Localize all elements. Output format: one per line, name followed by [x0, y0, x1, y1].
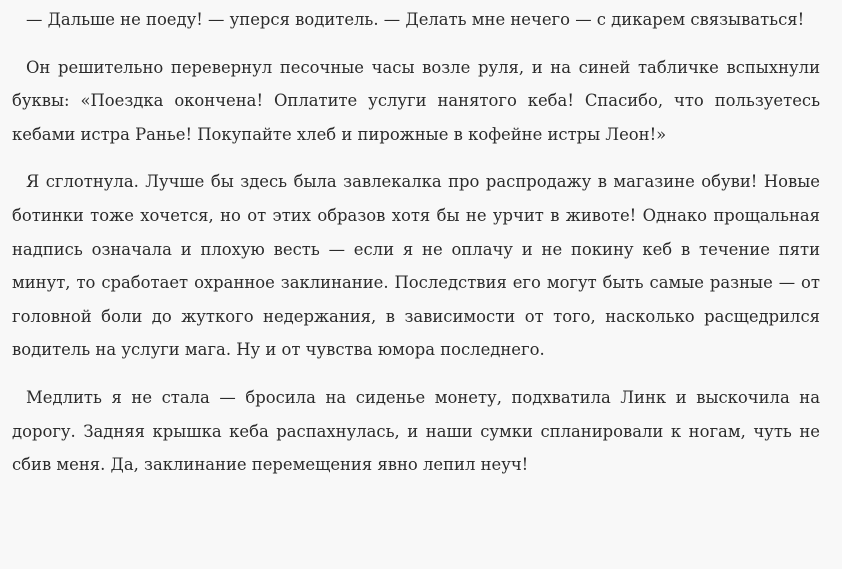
paragraph-2: Он решительно перевернул песочные часы возле руля, и на синей табличке вспыхнули буквы: «Поездка окончена! Оплатите услуги нанятого кеба! Спасибо, что пользуетесь кебами истра Ранье! Покупайте хлеб и пирожные в кофейне истры Леон!»	[12, 57, 820, 144]
paragraph-1: — Дальше не поеду! — уперся водитель. — Делать мне нечего — с дикарем связываться!	[26, 10, 805, 29]
paragraph-4: Медлить я не стала — бросила на сиденье монету, подхватила Линк и выскочила на дорогу. Задняя крышка кеба распахнулась, и наши сумки спланировали к ногам, чуть не сбив меня. Да, заклинание перемещения явно лепил неуч!	[12, 387, 820, 475]
paragraph-3: Я сглотнула. Лучше бы здесь была завлекалка про распродажу в магазине обуви! Новые ботинки тоже хочется, но от этих образов хотя бы не урчит в животе! Однако прощальная надпись означала и плохую весть — если я не оплачу и не покину кеб в течение пяти минут, то сработает охранное заклинание. Последствия его могут быть самые разные — от головной боли до жуткого недержания, в зависимости от того, насколько расщедрился водитель на услуги мага. Ну и от чувства юмора последнего.	[12, 172, 820, 360]
